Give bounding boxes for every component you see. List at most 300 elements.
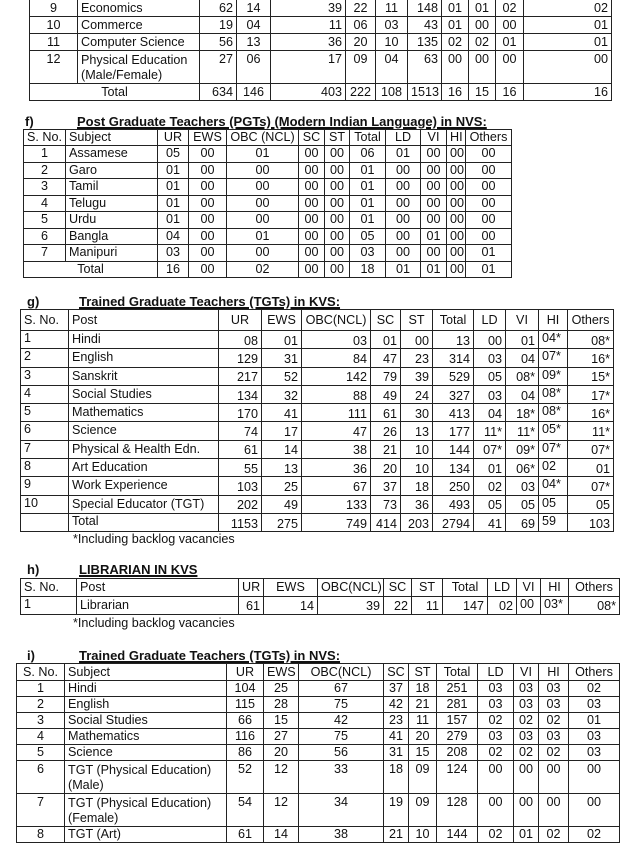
row-label-post: Special Educator (TGT) [69, 495, 219, 513]
cell-total: 01 [350, 162, 386, 179]
cell-vi: 01 [469, 0, 496, 17]
cell-sc: 22 [384, 597, 412, 615]
cell-st: 10 [401, 459, 433, 477]
cell-total: 147 [443, 597, 488, 615]
cell-st: 00 [325, 212, 350, 229]
cell-sc: 79 [371, 367, 401, 385]
table-row [30, 0, 612, 17]
cell-obc: 38 [299, 827, 384, 843]
serial-number: 10 [21, 495, 69, 513]
column-header-total: Total [437, 664, 478, 681]
cell-vi: 00 [421, 212, 447, 229]
cell-st: 00 [325, 195, 350, 212]
cell-sc: 00 [299, 162, 325, 179]
column-header-subject: Subject [65, 664, 227, 681]
cell-hi: 07* [539, 349, 568, 367]
cell-sc: 00 [299, 245, 325, 262]
cell-total: 124 [437, 761, 478, 794]
serial-number: 10 [30, 17, 78, 34]
cell-total: 01 [350, 212, 386, 229]
total-st: 203 [401, 513, 433, 531]
section-i-title [27, 648, 340, 663]
table-row [30, 34, 612, 51]
cell-ur: 104 [227, 681, 264, 697]
cell-st: 03 [376, 17, 408, 34]
cell-sc: 01 [371, 331, 401, 349]
cell-others: 00 [466, 179, 512, 196]
cell-hi: 09* [539, 367, 568, 385]
cell-ews: 00 [189, 212, 227, 229]
cell-others: 08* [568, 331, 614, 349]
cell-obc: 36 [302, 459, 371, 477]
total-label: Total [69, 513, 219, 531]
cell-hi: 07* [539, 440, 568, 458]
cell-ur: 01 [158, 195, 189, 212]
cell-vi: 03 [506, 477, 539, 495]
column-header-st: ST [325, 130, 350, 146]
cell-vi: 01 [506, 331, 539, 349]
cell-obc: 39 [271, 0, 346, 17]
serial-number: 6 [21, 422, 69, 440]
cell-total: 135 [408, 34, 442, 51]
cell-ur: 62 [200, 0, 237, 17]
cell-obc: 133 [302, 495, 371, 513]
cell-sc: 20 [371, 459, 401, 477]
row-label-subject: Commerce [78, 17, 200, 34]
serial-number: 4 [24, 195, 66, 212]
cell-ur: 01 [158, 162, 189, 179]
total-total: 1513 [408, 84, 442, 101]
cell-hi: 01 [496, 34, 524, 51]
cell-ur: 170 [219, 404, 262, 422]
cell-total: 128 [437, 794, 478, 827]
column-header-hi: HI [539, 664, 569, 681]
row-label-subject: Assamese [66, 146, 158, 163]
cell-hi: 00 [496, 51, 524, 84]
cell-vi: 05 [506, 495, 539, 513]
section-g-heading: Trained Graduate Teachers (TGTs) in KVS: [79, 294, 341, 309]
cell-vi: 00 [469, 17, 496, 34]
serial-number: 3 [24, 179, 66, 196]
cell-obc: 17 [271, 51, 346, 84]
section-h-title [27, 562, 197, 577]
total-ld: 01 [386, 261, 421, 278]
total-total: 2794 [433, 513, 474, 531]
cell-vi: 00 [421, 179, 447, 196]
total-st: 108 [376, 84, 408, 101]
cell-ur: 115 [227, 697, 264, 713]
cell-ews: 28 [264, 697, 299, 713]
cell-total: 05 [350, 228, 386, 245]
serial-number: 3 [21, 367, 69, 385]
table-row [21, 495, 614, 513]
cell-ews: 49 [262, 495, 302, 513]
cell-others: 02 [569, 681, 620, 697]
cell-total: 281 [437, 697, 478, 713]
cell-vi: 00 [514, 794, 539, 827]
cell-total: 177 [433, 422, 474, 440]
cell-hi: 00 [447, 212, 466, 229]
cell-st: 39 [401, 367, 433, 385]
cell-ur: 202 [219, 495, 262, 513]
table-row [24, 228, 512, 245]
total-row [21, 513, 614, 531]
cell-others: 00 [466, 162, 512, 179]
cell-ld: 03 [474, 385, 506, 403]
cell-total: 529 [433, 367, 474, 385]
table-row [21, 385, 614, 403]
row-label-subject: Urdu [66, 212, 158, 229]
cell-hi: 00 [447, 195, 466, 212]
column-header-others: Others [466, 130, 512, 146]
serial-number: 1 [21, 331, 69, 349]
column-header-total: Total [443, 579, 488, 597]
cell-obc: 00 [227, 179, 299, 196]
section-h-heading: LIBRARIAN IN KVS [79, 562, 198, 577]
table-row [17, 761, 620, 794]
row-label-post: Social Studies [69, 385, 219, 403]
cell-ews: 00 [189, 195, 227, 212]
section-i-heading: Trained Graduate Teachers (TGTs) in NVS: [79, 648, 341, 663]
table-row [17, 713, 620, 729]
cell-hi: 02 [539, 827, 569, 843]
cell-vi: 03 [514, 729, 539, 745]
section-h-letter: h) [27, 562, 40, 577]
column-header-ews: EWS [262, 310, 302, 331]
cell-ld: 02 [488, 597, 517, 615]
serial-number: 7 [24, 245, 66, 262]
cell-hi: 00 [447, 146, 466, 163]
section-f-letter: f) [25, 114, 34, 129]
cell-ur: 27 [200, 51, 237, 84]
cell-obc: 33 [299, 761, 384, 794]
column-header-obc: OBC(NCL) [302, 310, 371, 331]
cell-vi: 02 [514, 745, 539, 761]
row-label-post: English [69, 349, 219, 367]
serial-number: 5 [17, 745, 65, 761]
column-header-ld: LD [488, 579, 517, 597]
table-row [21, 597, 620, 615]
row-label-subject: Physical Education (Male/Female) [78, 51, 200, 84]
table-row [30, 51, 612, 84]
cell-others: 16* [568, 404, 614, 422]
cell-obc: 56 [299, 745, 384, 761]
cell-st: 00 [325, 245, 350, 262]
cell-others: 07* [568, 440, 614, 458]
cell-ld: 00 [442, 51, 469, 84]
cell-hi: 05 [539, 495, 568, 513]
row-label-post: Librarian [77, 597, 239, 615]
cell-hi: 00 [447, 162, 466, 179]
cell-others: 16* [568, 349, 614, 367]
table-row [17, 681, 620, 697]
cell-ld: 00 [386, 212, 421, 229]
table-row [17, 745, 620, 761]
column-header-hi: HI [447, 130, 466, 146]
cell-vi: 00 [421, 146, 447, 163]
serial-number: 9 [30, 0, 78, 17]
cell-ur: 08 [219, 331, 262, 349]
serial-number: 6 [17, 761, 65, 794]
row-label-subject: Telugu [66, 195, 158, 212]
cell-total: 01 [350, 195, 386, 212]
cell-st: 10 [401, 440, 433, 458]
cell-hi: 02 [539, 713, 569, 729]
cell-ews: 13 [237, 34, 271, 51]
cell-ld: 03 [478, 681, 514, 697]
column-header-ld: LD [474, 310, 506, 331]
cell-vi: 00 [514, 761, 539, 794]
cell-sc: 00 [299, 179, 325, 196]
cell-obc: 34 [299, 794, 384, 827]
table-row [17, 794, 620, 827]
cell-total: 279 [437, 729, 478, 745]
total-row [24, 261, 512, 278]
table-row [17, 729, 620, 745]
section-f-heading: Post Graduate Teachers (PGTs) (Modern Indian Language) in NVS: [77, 114, 487, 129]
cell-ld: 03 [474, 349, 506, 367]
table-row [24, 245, 512, 262]
cell-sc: 42 [384, 697, 409, 713]
cell-ur: 05 [158, 146, 189, 163]
row-label-subject: Garo [66, 162, 158, 179]
column-header-vi: VI [514, 664, 539, 681]
cell-vi: 00 [469, 51, 496, 84]
cell-sc: 37 [384, 681, 409, 697]
cell-sc: 41 [384, 729, 409, 745]
cell-vi: 11* [506, 422, 539, 440]
table-pgt-nvs-continued [29, 0, 612, 101]
cell-vi: 01 [421, 228, 447, 245]
row-label-post: Mathematics [69, 404, 219, 422]
row-label-subject: TGT (Physical Education) (Female) [65, 794, 227, 827]
serial-number: 5 [21, 404, 69, 422]
cell-hi: 08* [539, 385, 568, 403]
cell-vi: 18* [506, 404, 539, 422]
column-header-ews: EWS [189, 130, 227, 146]
cell-total: 327 [433, 385, 474, 403]
serial-number: 8 [17, 827, 65, 843]
total-ur: 16 [158, 261, 189, 278]
cell-others: 02 [524, 0, 612, 17]
row-label-post: Art Education [69, 459, 219, 477]
section-g-letter: g) [27, 294, 40, 309]
cell-ews: 27 [264, 729, 299, 745]
cell-ews: 13 [262, 459, 302, 477]
row-label-subject: Tamil [66, 179, 158, 196]
cell-total: 157 [437, 713, 478, 729]
total-total: 18 [350, 261, 386, 278]
cell-vi: 00 [517, 597, 541, 615]
cell-ur: 61 [227, 827, 264, 843]
cell-hi: 04* [539, 477, 568, 495]
cell-hi: 02 [539, 745, 569, 761]
cell-total: 134 [433, 459, 474, 477]
table-row [21, 349, 614, 367]
serial-number: 3 [17, 713, 65, 729]
cell-st: 04 [376, 51, 408, 84]
total-sc: 222 [346, 84, 376, 101]
cell-ews: 14 [262, 440, 302, 458]
column-header-others: Others [569, 664, 620, 681]
cell-total: 413 [433, 404, 474, 422]
cell-ews: 06 [237, 51, 271, 84]
cell-others: 15* [568, 367, 614, 385]
table-tgt-nvs [16, 663, 620, 843]
cell-obc: 67 [302, 477, 371, 495]
cell-ur: 103 [219, 477, 262, 495]
cell-st: 00 [325, 146, 350, 163]
row-label-subject: Hindi [65, 681, 227, 697]
column-header-vi: VI [517, 579, 541, 597]
cell-ld: 01 [386, 146, 421, 163]
column-header-st: ST [401, 310, 433, 331]
cell-others: 08* [569, 597, 620, 615]
total-vi: 69 [506, 513, 539, 531]
cell-others: 07* [568, 477, 614, 495]
cell-sc: 31 [384, 745, 409, 761]
serial-number: 7 [21, 440, 69, 458]
cell-ews: 41 [262, 404, 302, 422]
cell-vi: 03 [514, 681, 539, 697]
cell-others: 00 [466, 212, 512, 229]
cell-others: 17* [568, 385, 614, 403]
cell-sc: 00 [299, 195, 325, 212]
cell-total: 63 [408, 51, 442, 84]
cell-ews: 32 [262, 385, 302, 403]
column-header-st: ST [409, 664, 437, 681]
cell-vi: 01 [514, 827, 539, 843]
table-row [24, 179, 512, 196]
cell-sc: 73 [371, 495, 401, 513]
cell-ur: 56 [200, 34, 237, 51]
cell-obc: 03 [302, 331, 371, 349]
table-row [24, 195, 512, 212]
cell-obc: 75 [299, 729, 384, 745]
cell-st: 00 [325, 162, 350, 179]
cell-vi: 08* [506, 367, 539, 385]
cell-total: 250 [433, 477, 474, 495]
section-f-title [25, 114, 487, 129]
cell-vi: 00 [421, 245, 447, 262]
column-header-total: Total [433, 310, 474, 331]
cell-ur: 54 [227, 794, 264, 827]
cell-st: 11 [376, 0, 408, 17]
cell-hi: 03 [539, 697, 569, 713]
column-header-total: Total [350, 130, 386, 146]
cell-ur: 86 [227, 745, 264, 761]
cell-ur: 04 [158, 228, 189, 245]
column-header-post: Post [77, 579, 239, 597]
total-vi: 15 [469, 84, 496, 101]
cell-vi: 00 [421, 195, 447, 212]
cell-others: 00 [569, 761, 620, 794]
column-header-obc: OBC (NCL) [227, 130, 299, 146]
total-others: 103 [568, 513, 614, 531]
cell-ld: 02 [478, 745, 514, 761]
cell-sc: 00 [299, 228, 325, 245]
total-hi: 16 [496, 84, 524, 101]
cell-obc: 01 [227, 228, 299, 245]
table-row [21, 422, 614, 440]
cell-obc: 00 [227, 162, 299, 179]
cell-sc: 26 [371, 422, 401, 440]
table-tgt-kvs [20, 309, 614, 532]
cell-vi: 06* [506, 459, 539, 477]
cell-st: 11 [412, 597, 443, 615]
column-header-ld: LD [386, 130, 421, 146]
column-header-ur: UR [219, 310, 262, 331]
cell-vi: 02 [514, 713, 539, 729]
cell-total: 13 [433, 331, 474, 349]
cell-ur: 116 [227, 729, 264, 745]
cell-ur: 03 [158, 245, 189, 262]
cell-ews: 14 [237, 0, 271, 17]
cell-ld: 00 [386, 245, 421, 262]
cell-obc: 42 [299, 713, 384, 729]
header-row [17, 664, 620, 681]
cell-others: 03 [569, 697, 620, 713]
serial-number: 4 [17, 729, 65, 745]
cell-sc: 61 [371, 404, 401, 422]
table-row [17, 827, 620, 843]
cell-total: 01 [350, 179, 386, 196]
row-label-subject: TGT (Art) [65, 827, 227, 843]
cell-ld: 04 [474, 404, 506, 422]
cell-ld: 00 [386, 179, 421, 196]
cell-ld: 01 [442, 0, 469, 17]
cell-total: 208 [437, 745, 478, 761]
cell-vi: 04 [506, 385, 539, 403]
cell-others: 01 [568, 459, 614, 477]
cell-hi: 02 [496, 0, 524, 17]
cell-ur: 01 [158, 212, 189, 229]
cell-sc: 47 [371, 349, 401, 367]
table-row [21, 459, 614, 477]
cell-total: 06 [350, 146, 386, 163]
column-header-sno: S. No. [17, 664, 65, 681]
cell-obc: 142 [302, 367, 371, 385]
cell-hi: 00 [539, 761, 569, 794]
empty-cell [21, 513, 69, 531]
header-row [24, 130, 512, 146]
cell-total: 148 [408, 0, 442, 17]
section-g-title [27, 294, 340, 309]
table-row [21, 477, 614, 495]
cell-hi: 00 [539, 794, 569, 827]
serial-number: 1 [24, 146, 66, 163]
cell-hi: 00 [447, 179, 466, 196]
total-ld: 16 [442, 84, 469, 101]
cell-total: 144 [437, 827, 478, 843]
cell-ur: 74 [219, 422, 262, 440]
column-header-obc: OBC(NCL) [318, 579, 384, 597]
cell-ld: 05 [474, 495, 506, 513]
cell-obc: 111 [302, 404, 371, 422]
cell-others: 03 [569, 745, 620, 761]
cell-ld: 03 [478, 729, 514, 745]
cell-ews: 15 [264, 713, 299, 729]
cell-sc: 18 [384, 761, 409, 794]
cell-ld: 11* [474, 422, 506, 440]
cell-hi: 05* [539, 422, 568, 440]
total-row [30, 84, 612, 101]
cell-sc: 21 [384, 827, 409, 843]
table-row [24, 162, 512, 179]
column-header-st: ST [412, 579, 443, 597]
table-librarian-kvs [20, 578, 620, 615]
serial-number: 5 [24, 212, 66, 229]
